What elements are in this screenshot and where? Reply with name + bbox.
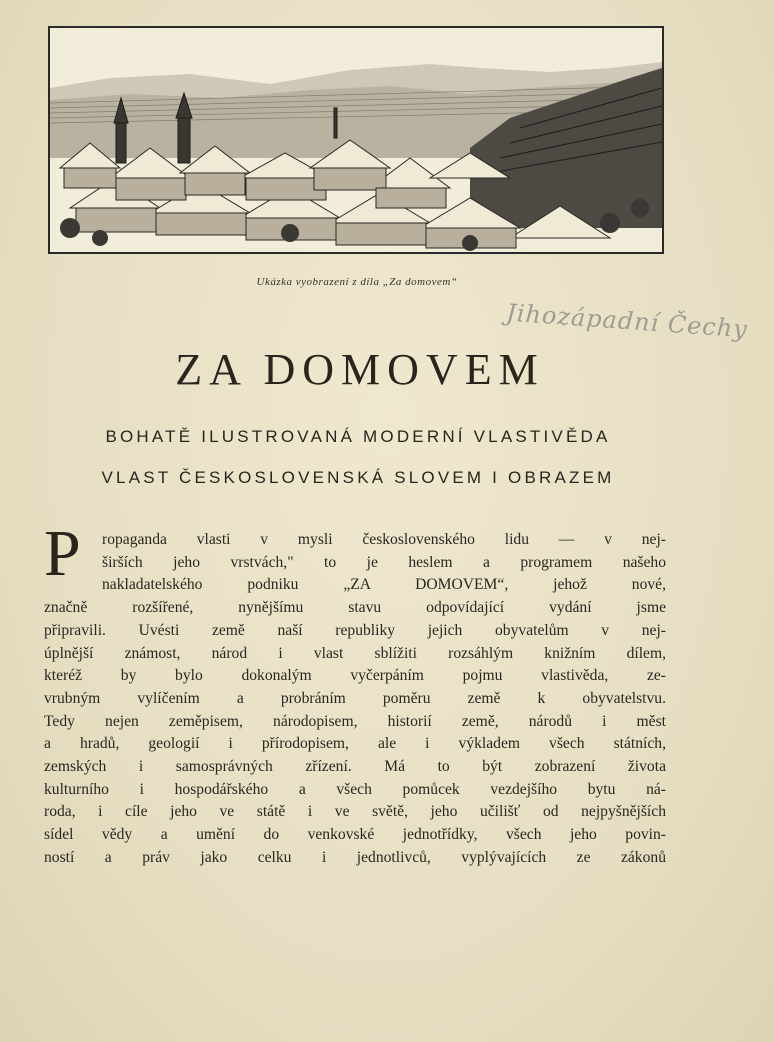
body-line: a hradů, geologií i přírodopisem, ale i výkladem všech státních,: [44, 735, 666, 753]
body-line: značně rozšířené, nynějšímu stavu odpovídající vydání jsme: [44, 599, 666, 617]
engraving-image: [50, 28, 662, 252]
body-line: širších jeho vrstvách," to je heslem a programem našeho: [102, 553, 666, 571]
body-line: nakladatelského podniku „ZA DOMOVEM“, jehož nové,: [102, 576, 666, 594]
body-line: sídel vědy a umění do venkovské jednotřídky, všech jeho povin-: [44, 826, 666, 844]
body-line: vrubným vylíčením a probráním poměru země k obyvatelstvu.: [44, 689, 666, 707]
body-line: zemských i samosprávných zřízení. Má to být zobrazení života: [44, 758, 666, 776]
body-line: kulturního i hospodářského a všech pomůcek vezdejšího bytu ná-: [44, 780, 666, 798]
subtitle-line-1: BOHATĚ ILUSTROVANÁ MODERNÍ VLASTIVĚDA: [105, 427, 611, 446]
body-line: roda, i cíle jeho ve státě i ve světě, jeho učilišť od nejpyšnějších: [44, 803, 666, 821]
page-title: ZA DOMOVEM: [175, 345, 545, 394]
body-paragraph: [44, 529, 666, 870]
illustration-caption: Ukázka vyobrazení z díla „Za domovem“: [256, 276, 458, 288]
body-line: úplnější známost, národ i vlast sblížiti rozsáhlým knižním dílem,: [44, 644, 666, 662]
body-line: ností a práv jako celku i jednotlivců, vyplývajících ze zákonů: [44, 848, 666, 866]
body-line: Tedy nejen zeměpisem, národopisem, historií země, národů i měst: [44, 712, 666, 730]
body-line: ropaganda vlasti v mysli československého lidu — v nej-: [102, 531, 666, 548]
subtitle-line-2: VLAST ČESKOSLOVENSKÁ SLOVEM I OBRAZEM: [101, 468, 615, 487]
drop-cap: P: [44, 517, 81, 590]
body-line: připravili. Uvésti země naší republiky jejich obyvatelům v nej-: [44, 621, 666, 639]
town-landscape-illustration: [48, 26, 664, 254]
handwritten-note: Jihozápadní Čechy: [505, 298, 749, 344]
body-line: kteréž by bylo dokonalým vyčerpáním pojmu vlastivěda, ze-: [44, 667, 666, 685]
